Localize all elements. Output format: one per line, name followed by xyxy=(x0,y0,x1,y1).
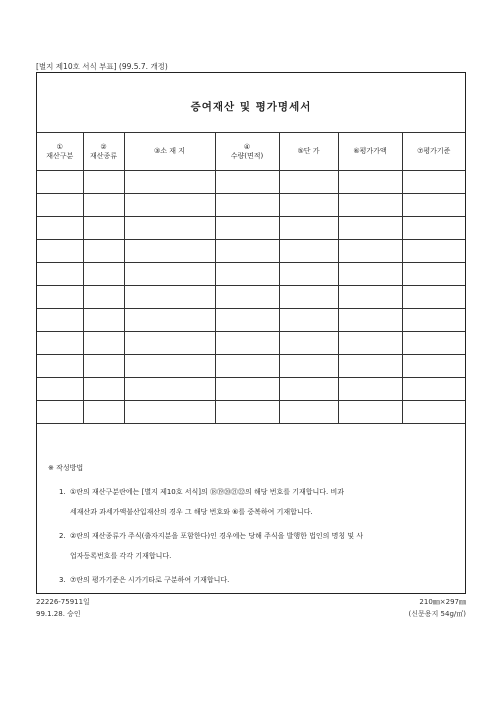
cell-property-category[interactable] xyxy=(37,401,83,424)
cell-property-type[interactable] xyxy=(83,355,124,378)
table-row xyxy=(37,332,465,355)
cell-property-type[interactable] xyxy=(83,263,124,286)
cell-property-category[interactable] xyxy=(37,194,83,217)
cell-location[interactable] xyxy=(124,286,215,309)
instructions-heading: ※ 작성방법 xyxy=(48,464,84,472)
form-reference-note: [별지 제10호 서식 부표] (99.5.7. 개정) xyxy=(36,62,168,71)
cell-property-category[interactable] xyxy=(37,355,83,378)
form-title: 증여재산 및 평가명세서 xyxy=(190,101,312,113)
cell-property-type[interactable] xyxy=(83,401,124,424)
cell-location[interactable] xyxy=(124,332,215,355)
cell-unit-price[interactable] xyxy=(279,217,338,240)
cell-location[interactable] xyxy=(124,401,215,424)
cell-valuation-basis[interactable] xyxy=(402,401,465,424)
table-row xyxy=(37,355,465,378)
cell-quantity-area[interactable] xyxy=(215,286,279,309)
cell-property-type[interactable] xyxy=(83,378,124,401)
table-row xyxy=(37,286,465,309)
cell-unit-price[interactable] xyxy=(279,378,338,401)
cell-property-category[interactable] xyxy=(37,309,83,332)
cell-property-category[interactable] xyxy=(37,286,83,309)
table-row xyxy=(37,171,465,194)
instruction-item-3: 3. ⑦란의 평가기준은 시가기타로 구분하여 기재합니다. xyxy=(59,576,230,584)
cell-assessed-value[interactable] xyxy=(338,194,402,217)
cell-quantity-area[interactable] xyxy=(215,332,279,355)
cell-valuation-basis[interactable] xyxy=(402,171,465,194)
cell-property-type[interactable] xyxy=(83,332,124,355)
table-row xyxy=(37,194,465,217)
cell-quantity-area[interactable] xyxy=(215,263,279,286)
cell-unit-price[interactable] xyxy=(279,286,338,309)
cell-property-category[interactable] xyxy=(37,378,83,401)
cell-assessed-value[interactable] xyxy=(338,240,402,263)
cell-quantity-area[interactable] xyxy=(215,217,279,240)
cell-valuation-basis[interactable] xyxy=(402,240,465,263)
cell-unit-price[interactable] xyxy=(279,401,338,424)
cell-assessed-value[interactable] xyxy=(338,286,402,309)
cell-quantity-area[interactable] xyxy=(215,240,279,263)
col-header-property-type: ② 재산종류 xyxy=(83,133,124,171)
cell-quantity-area[interactable] xyxy=(215,401,279,424)
instruction-item-1: 1. ①란의 재산구분란에는 [별지 제10호 서식]의 ⑱⑲⑳㉑㉒의 해당 번호를 기재합니다. 비과 세재산과 과세가액불산입재산의 경우 그 해당 번호와 ⑥를 중복하여 기재합니다. xyxy=(59,488,344,516)
cell-property-category[interactable] xyxy=(37,217,83,240)
cell-valuation-basis[interactable] xyxy=(402,332,465,355)
cell-property-category[interactable] xyxy=(37,332,83,355)
cell-assessed-value[interactable] xyxy=(338,401,402,424)
cell-valuation-basis[interactable] xyxy=(402,378,465,401)
cell-location[interactable] xyxy=(124,263,215,286)
cell-property-category[interactable] xyxy=(37,171,83,194)
cell-unit-price[interactable] xyxy=(279,355,338,378)
instruction-item-2: 2. ②란의 재산종류가 주식(출자지분을 포함한다)인 경우에는 당해 주식을 발행한 법인의 명칭 및 사 업자등록번호를 각각 기재합니다. xyxy=(59,532,364,560)
table-row xyxy=(37,378,465,401)
cell-location[interactable] xyxy=(124,194,215,217)
table-row xyxy=(37,263,465,286)
cell-valuation-basis[interactable] xyxy=(402,194,465,217)
cell-assessed-value[interactable] xyxy=(338,217,402,240)
cell-property-type[interactable] xyxy=(83,286,124,309)
cell-property-type[interactable] xyxy=(83,217,124,240)
cell-location[interactable] xyxy=(124,378,215,401)
cell-quantity-area[interactable] xyxy=(215,309,279,332)
cell-unit-price[interactable] xyxy=(279,171,338,194)
col-header-assessed-value: ⑥평가가액 xyxy=(338,133,402,171)
cell-assessed-value[interactable] xyxy=(338,309,402,332)
cell-valuation-basis[interactable] xyxy=(402,217,465,240)
cell-location[interactable] xyxy=(124,309,215,332)
cell-location[interactable] xyxy=(124,355,215,378)
cell-location[interactable] xyxy=(124,240,215,263)
cell-quantity-area[interactable] xyxy=(215,355,279,378)
cell-assessed-value[interactable] xyxy=(338,355,402,378)
cell-location[interactable] xyxy=(124,217,215,240)
col-header-valuation-basis: ⑦평가기준 xyxy=(402,133,465,171)
cell-unit-price[interactable] xyxy=(279,332,338,355)
cell-valuation-basis[interactable] xyxy=(402,263,465,286)
col-header-quantity-area: ④ 수량(면적) xyxy=(215,133,279,171)
col-header-unit-price: ⑤단 가 xyxy=(279,133,338,171)
cell-valuation-basis[interactable] xyxy=(402,355,465,378)
cell-assessed-value[interactable] xyxy=(338,332,402,355)
cell-unit-price[interactable] xyxy=(279,263,338,286)
cell-unit-price[interactable] xyxy=(279,309,338,332)
property-valuation-table xyxy=(37,132,465,424)
col-header-location: ③소 재 지 xyxy=(124,133,215,171)
cell-property-type[interactable] xyxy=(83,240,124,263)
cell-property-type[interactable] xyxy=(83,171,124,194)
table-row xyxy=(37,240,465,263)
col-header-property-category: ① 재산구분 xyxy=(37,133,83,171)
cell-property-type[interactable] xyxy=(83,194,124,217)
cell-quantity-area[interactable] xyxy=(215,171,279,194)
cell-valuation-basis[interactable] xyxy=(402,309,465,332)
paper-spec-info: 210㎜×297㎜ (신문용지 54g/㎡) xyxy=(408,598,466,618)
cell-unit-price[interactable] xyxy=(279,240,338,263)
cell-quantity-area[interactable] xyxy=(215,378,279,401)
form-approval-info: 22226-75911일 99.1.28. 승인 xyxy=(36,598,90,618)
table-row xyxy=(37,217,465,240)
cell-property-category[interactable] xyxy=(37,263,83,286)
cell-assessed-value[interactable] xyxy=(338,263,402,286)
cell-valuation-basis[interactable] xyxy=(402,286,465,309)
table-body xyxy=(37,171,465,424)
form-frame xyxy=(36,72,466,594)
table-row xyxy=(37,309,465,332)
cell-unit-price[interactable] xyxy=(279,194,338,217)
cell-location[interactable] xyxy=(124,171,215,194)
table-row xyxy=(37,401,465,424)
cell-quantity-area[interactable] xyxy=(215,194,279,217)
table-header-row xyxy=(37,133,465,171)
cell-assessed-value[interactable] xyxy=(338,378,402,401)
cell-assessed-value[interactable] xyxy=(338,171,402,194)
cell-property-type[interactable] xyxy=(83,309,124,332)
cell-property-category[interactable] xyxy=(37,240,83,263)
